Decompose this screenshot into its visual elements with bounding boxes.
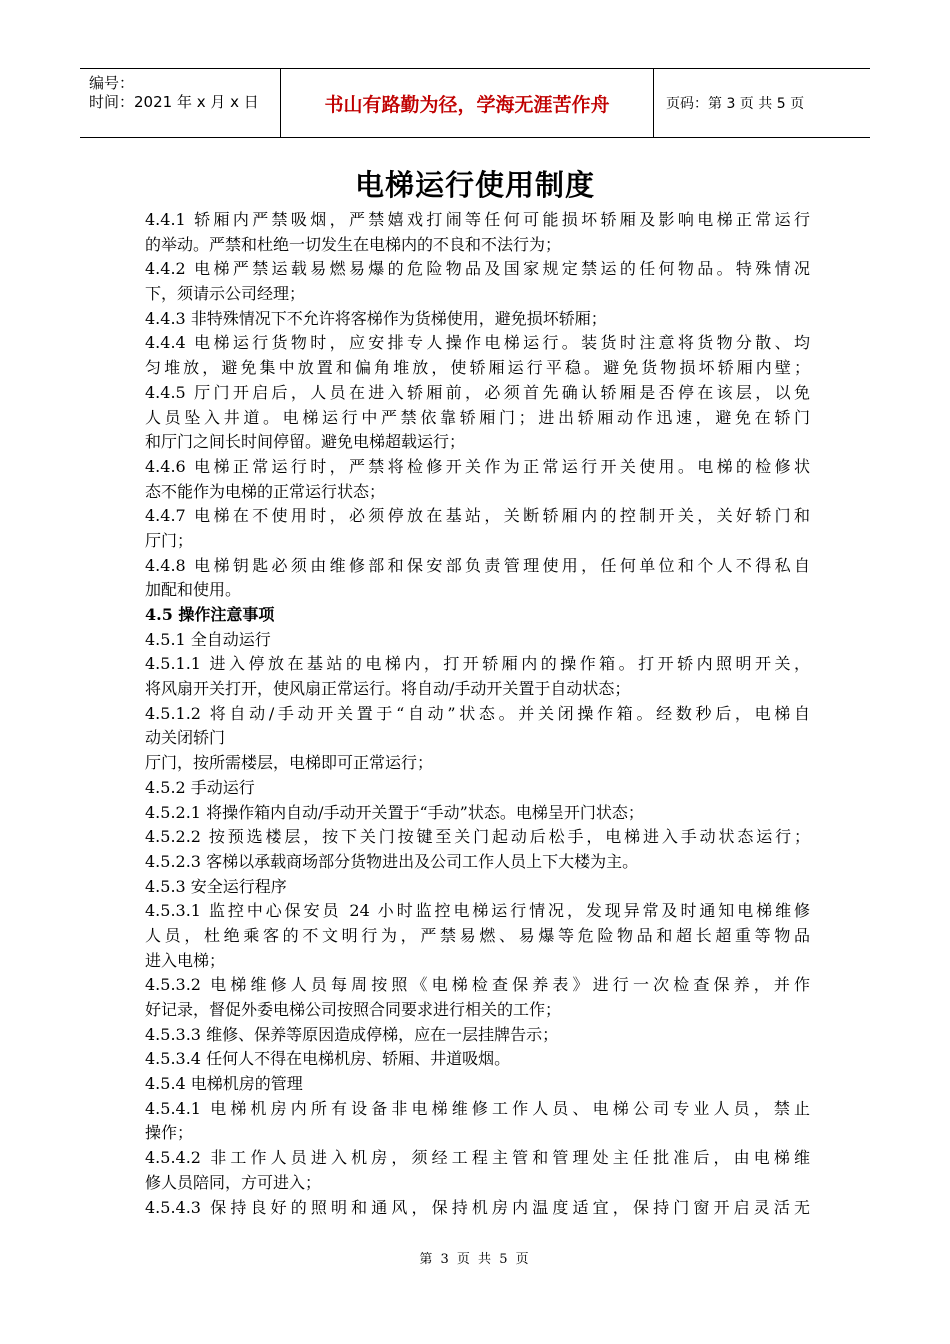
body-text-line: 好记录，督促外委电梯公司按照合同要求进行相关的工作； bbox=[145, 1000, 562, 1019]
body-text-line: 4.4.2 电梯严禁运载易燃易爆的危险物品及国家规定禁运的任何物品。特殊情况 bbox=[145, 259, 810, 279]
body-text-line: 4.5.1 全自动运行 bbox=[145, 629, 271, 649]
body-text-line: 4.4.7 电梯在不使用时，必须停放在基站，关断轿厢内的控制开关，关好轿门和 bbox=[145, 506, 810, 526]
document-header bbox=[80, 68, 870, 138]
body-text-line: 下，须请示公司经理； bbox=[145, 284, 306, 304]
header-meta-cell bbox=[80, 69, 281, 137]
document-title: 电梯运行使用制度 bbox=[354, 168, 595, 202]
body-text-line: 4.5.3.1 监控中心保安员 24 小时监控电梯运行情况，发现异常及时通知电梯维修 bbox=[145, 901, 810, 921]
body-text-line: 人员坠入井道。电梯运行中严禁依靠轿厢门；进出轿厢动作迅速，避免在轿门 bbox=[145, 407, 810, 427]
body-text-line: 4.4.4 电梯运行货物时，应安排专人操作电梯运行。装货时注意将货物分散、均 bbox=[145, 333, 810, 353]
section-heading: 4.5 操作注意事项 bbox=[145, 605, 275, 624]
body-text-line: 4.5.4.2 非工作人员进入机房，须经工程主管和管理处主任批准后，由电梯维 bbox=[145, 1148, 810, 1168]
header-page-info: 页码：第 3 页 共 5 页 bbox=[666, 96, 805, 112]
body-text-line: 和厅门之间长时间停留。避免电梯超载运行； bbox=[145, 432, 466, 452]
body-text-line: 4.4.5 厅门开启后，人员在进入轿厢前，必须首先确认轿厢是否停在该层，以免 bbox=[145, 382, 810, 402]
body-text-line: 4.5.2.3 客梯以承载商场部分货物进出及公司工作人员上下大楼为主。 bbox=[145, 851, 639, 871]
body-text-line: 将风扇开关打开，使风扇正常运行。将自动/手动开关置于自动状态； bbox=[145, 679, 631, 699]
body-text-line: 进入电梯； bbox=[145, 950, 226, 970]
document-body bbox=[145, 208, 810, 1220]
body-text-line: 动关闭轿门 bbox=[145, 728, 226, 748]
body-text-line: 4.5.1.2 将自动/手动开关置于“自动”状态。并关闭操作箱。经数秒后，电梯自 bbox=[145, 703, 810, 723]
body-text-line: 4.4.1 轿厢内严禁吸烟，严禁嬉戏打闹等任何可能损坏轿厢及影响电梯正常运行 bbox=[145, 210, 810, 229]
body-text-line: 态不能作为电梯的正常运行状态； bbox=[145, 481, 386, 501]
body-text-line: 4.5.3.2 电梯维修人员每周按照《电梯检查保养表》进行一次检查保养，并作 bbox=[145, 975, 810, 995]
document-number-label: 编号： bbox=[89, 74, 135, 92]
body-text-line: 厅门； bbox=[145, 530, 194, 550]
header-motto: 书山有路勤为径，学海无涯苦作舟 bbox=[281, 69, 654, 137]
body-text-line: 4.5.2.2 按预选楼层，按下关门按键至关门起动后松手，电梯进入手动状态运行； bbox=[145, 827, 810, 847]
body-text-line: 4.5.3 安全运行程序 bbox=[145, 876, 287, 896]
body-text-line: 人员，杜绝乘客的不文明行为，严禁易燃、易爆等危险物品和超长超重等物品 bbox=[145, 925, 810, 945]
body-text-line: 加配和使用。 bbox=[145, 580, 242, 600]
body-text-line: 4.5.3.3 维修、保养等原因造成停梯，应在一层挂牌告示； bbox=[145, 1024, 559, 1044]
body-text-line: 4.5.4 电梯机房的管理 bbox=[145, 1074, 303, 1094]
page-footer: 第 3 页 共 5 页 bbox=[419, 1252, 531, 1267]
body-text-line: 4.5.2 手动运行 bbox=[145, 777, 255, 797]
body-text-line: 4.4.3 非特殊情况下不允许将客梯作为货梯使用，避免损坏轿厢； bbox=[145, 308, 607, 328]
body-text-line: 4.4.8 电梯钥匙必须由维修部和保安部负责管理使用，任何单位和个人不得私自 bbox=[145, 555, 810, 575]
body-text-line: 的举动。严禁和杜绝一切发生在电梯内的不良和不法行为； bbox=[145, 234, 562, 254]
body-text-line: 4.5.4.3 保持良好的照明和通风，保持机房内温度适宜，保持门窗开启灵活无 bbox=[145, 1197, 810, 1217]
body-text-line: 4.5.1.1 进入停放在基站的电梯内，打开轿厢内的操作箱。打开轿内照明开关， bbox=[145, 654, 810, 674]
document-date-label: 时间：2021 年 x 月 x 日 bbox=[89, 93, 259, 111]
body-text-line: 匀堆放，避免集中放置和偏角堆放，使轿厢运行平稳。避免货物损坏轿厢内壁； bbox=[145, 358, 810, 378]
body-text-line: 4.5.4.1 电梯机房内所有设备非电梯维修工作人员、电梯公司专业人员，禁止 bbox=[145, 1098, 810, 1118]
body-text-line: 4.5.3.4 任何人不得在电梯机房、轿厢、井道吸烟。 bbox=[145, 1049, 511, 1069]
body-text-line: 修人员陪同，方可进入； bbox=[145, 1172, 322, 1192]
body-text-line: 4.5.2.1 将操作箱内自动/手动开关置于“手动”状态。电梯呈开门状态； bbox=[145, 802, 644, 822]
body-text-line: 厅门，按所需楼层，电梯即可正常运行； bbox=[145, 753, 434, 773]
body-text-line: 操作； bbox=[145, 1123, 194, 1143]
body-text-line: 4.4.6 电梯正常运行时，严禁将检修开关作为正常运行开关使用。电梯的检修状 bbox=[145, 456, 810, 476]
